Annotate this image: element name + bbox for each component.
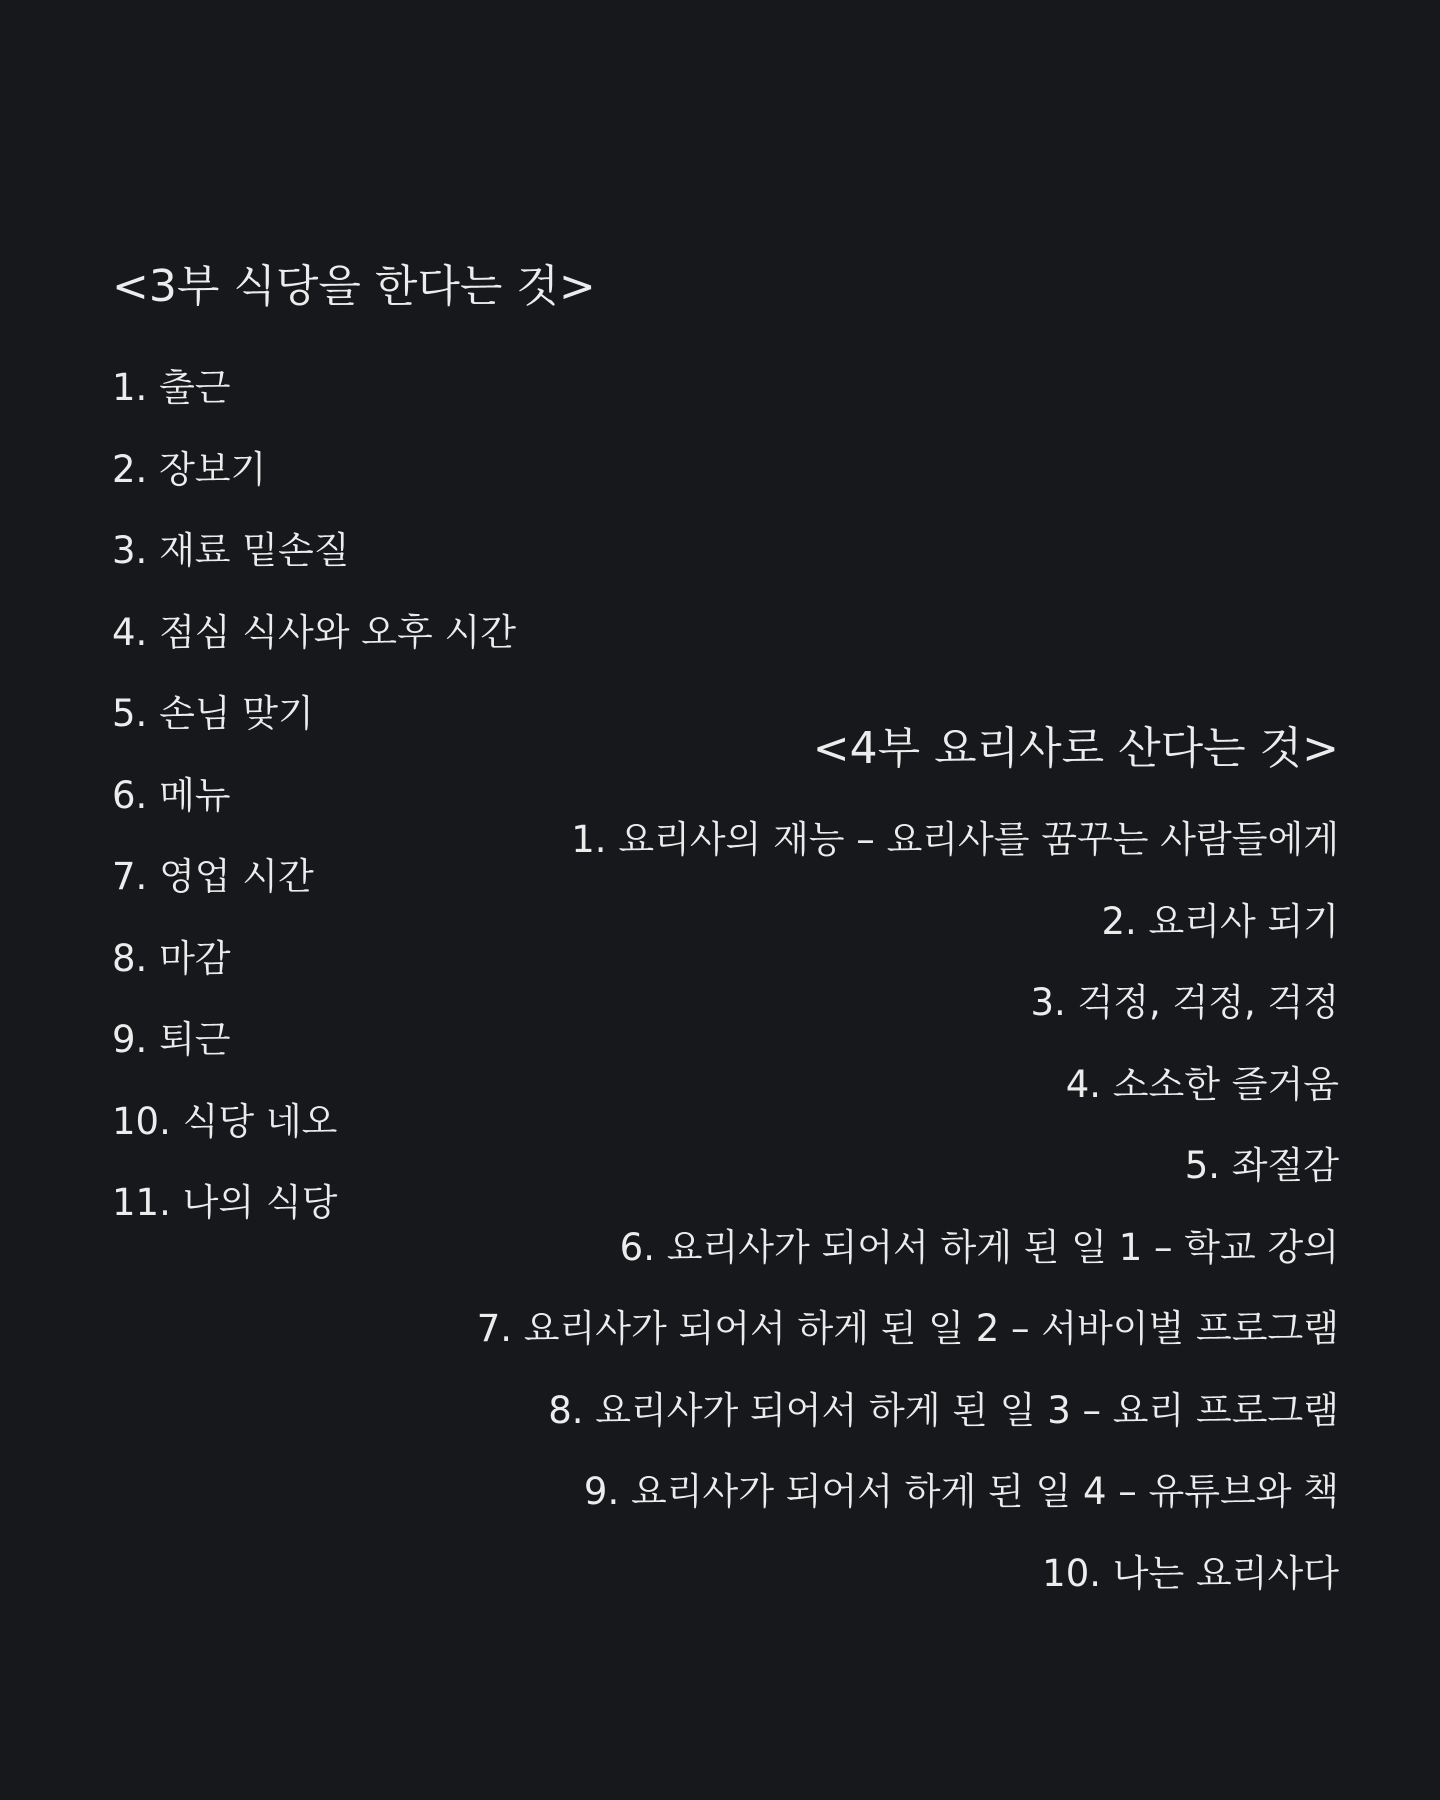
part3-chapter-item: 10. 식당 네오 [112, 1099, 338, 1143]
part3-chapter-item: 2. 장보기 [112, 447, 267, 491]
part4-chapter-item: 6. 요리사가 되어서 하게 된 일 1 – 학교 강의 [619, 1225, 1339, 1269]
part3-chapter-item: 9. 퇴근 [112, 1018, 231, 1061]
part3-chapter-item: 8. 마감 [112, 936, 231, 980]
part4-chapter-item: 2. 요리사 되기 [1101, 899, 1339, 943]
part4-title: <4부 요리사로 산다는 것> [812, 723, 1339, 774]
part4-chapter-item: 4. 소소한 즐거움 [1065, 1062, 1339, 1106]
part4-chapter-item: 5. 좌절감 [1184, 1144, 1339, 1187]
part4-chapter-item: 9. 요리사가 되어서 하게 된 일 4 – 유튜브와 책 [583, 1470, 1339, 1513]
part3-chapter-item: 11. 나의 식당 [112, 1181, 338, 1224]
part4-chapter-list [477, 799, 1339, 1614]
part4-chapter-item: 1. 요리사의 재능 – 요리사를 꿈꾸는 사람들에게 [571, 818, 1339, 861]
part3-title: <3부 식당을 한다는 것> [112, 261, 596, 312]
part4-chapter-item: 10. 나는 요리사다 [1042, 1551, 1339, 1595]
part3-chapter-item: 4. 점심 식사와 오후 시간 [112, 610, 517, 654]
part4-chapter-item: 8. 요리사가 되어서 하게 된 일 3 – 요리 프로그램 [548, 1388, 1339, 1432]
part4-chapter-item: 7. 요리사가 되어서 하게 된 일 2 – 서바이벌 프로그램 [476, 1307, 1339, 1350]
part4-chapter-item: 3. 걱정, 걱정, 걱정 [1030, 981, 1339, 1024]
part4-section [477, 719, 1339, 1614]
part3-chapter-item: 3. 재료 밑손질 [112, 529, 350, 572]
part3-chapter-item: 1. 출근 [112, 366, 231, 409]
part3-chapter-item: 7. 영업 시간 [112, 855, 314, 898]
part3-chapter-item: 6. 메뉴 [112, 773, 231, 817]
part3-chapter-item: 5. 손님 맞기 [112, 692, 314, 735]
